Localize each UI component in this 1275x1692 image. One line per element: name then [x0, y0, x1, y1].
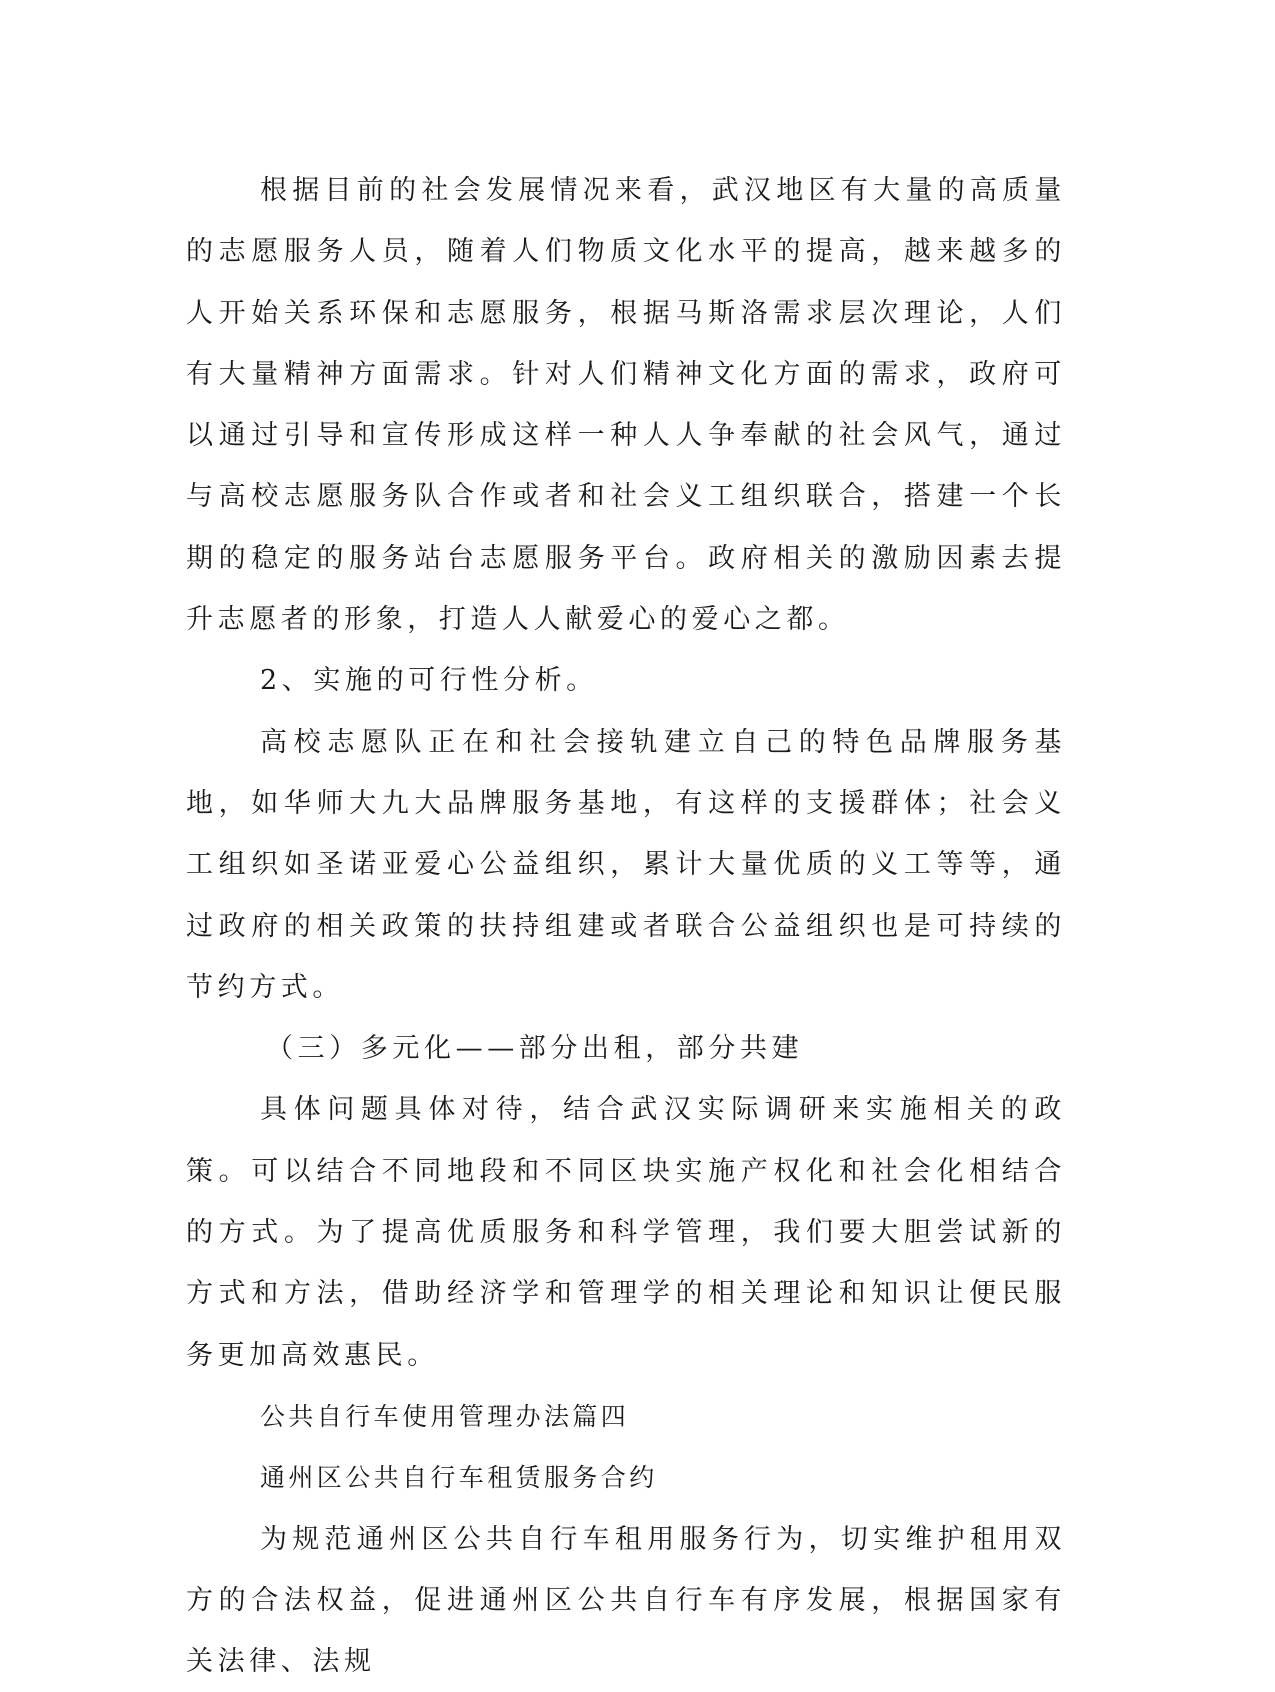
document-page	[186, 160, 1066, 1692]
body-paragraph: 高校志愿队正在和社会接轨建立自己的特色品牌服务基地，如华师大九大品牌服务基地，有这样的支援群体；社会义工组织如圣诺亚爱心公益组织，累计大量优质的义工等等，通过政府的相关政策的扶持组建或者联合公益组织也是可持续的节约方式。	[186, 726, 1066, 1003]
section-subheading: （三）多元化——部分出租，部分共建	[266, 1033, 804, 1065]
article-title: 通州区公共自行车租赁服务合约	[260, 1463, 658, 1493]
article-title: 公共自行车使用管理办法篇四	[260, 1401, 630, 1431]
body-paragraph: 具体问题具体对待，结合武汉实际调研来实施相关的政策。可以结合不同地段和不同区块实施产权化和社会化相结合的方式。为了提高优质服务和科学管理，我们要大胆尝试新的方式和方法，借助经济学和管理学的相关理论和知识让便民服务更加高效惠民。	[186, 1094, 1066, 1371]
body-paragraph: 为规范通州区公共自行车租用服务行为，切实维护租用双方的合法权益，促进通州区公共自行车有序发展，根据国家有关法律、法规	[186, 1523, 1066, 1678]
body-paragraph: 根据目前的社会发展情况来看，武汉地区有大量的高质量的志愿服务人员，随着人们物质文化水平的提高，越来越多的人开始关系环保和志愿服务，根据马斯洛需求层次理论，人们有大量精神方面需求。针对人们精神文化方面的需求，政府可以通过引导和宣传形成这样一种人人争奉献的社会风气，通过与高校志愿服务队合作或者和社会义工组织联合，搭建一个长期的稳定的服务站台志愿服务平台。政府相关的激励因素去提升志愿者的形象，打造人人献爱心的爱心之都。	[186, 175, 1066, 636]
section-heading: 2、实施的可行性分析。	[260, 665, 598, 697]
